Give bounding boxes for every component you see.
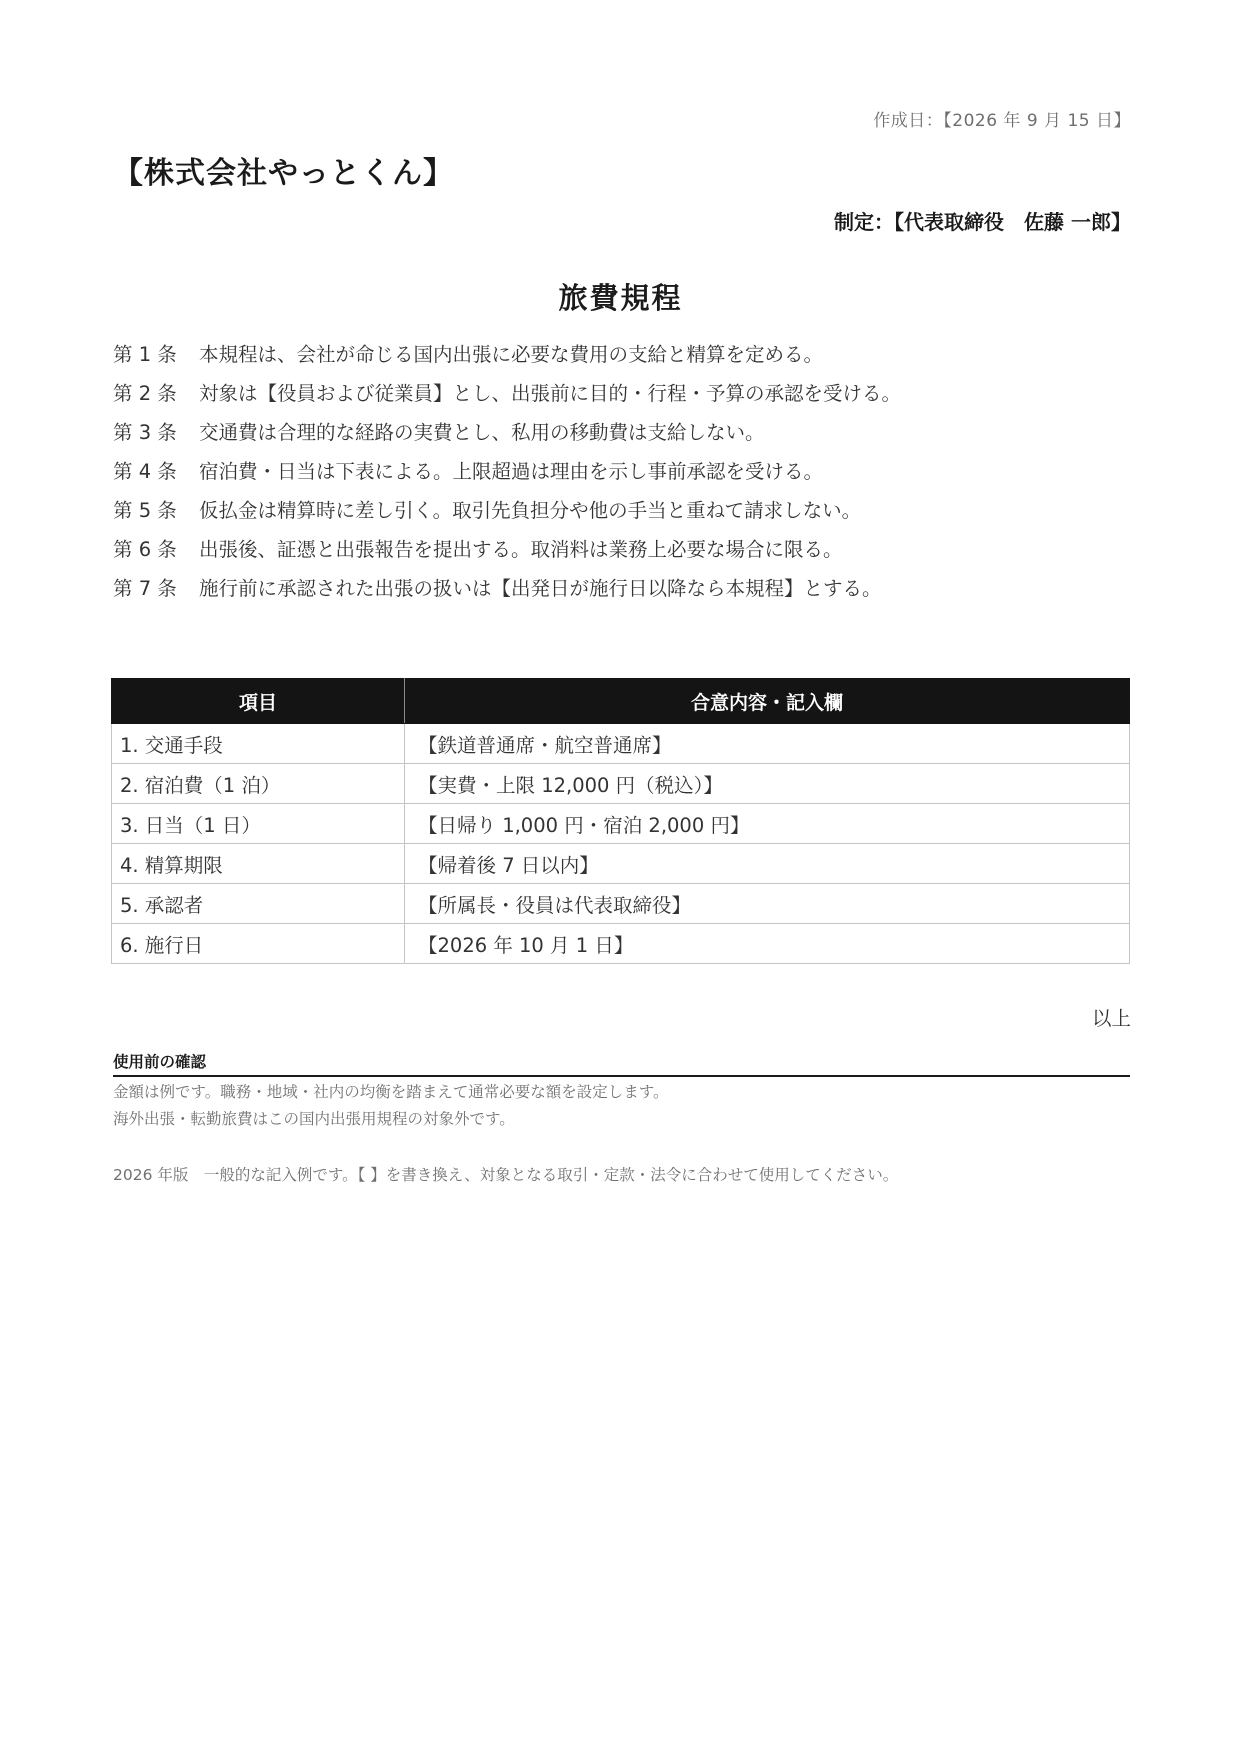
- table-row: [112, 804, 1130, 844]
- article-item: [113, 491, 901, 530]
- row-label: 1. 交通手段: [112, 724, 405, 764]
- article-item: [113, 530, 901, 569]
- article-text: 本規程は、会社が命じる国内出張に必要な費用の支給と精算を定める。: [199, 343, 824, 366]
- article-number: 第 1 条: [113, 343, 177, 366]
- footer-note: 2026 年版 一般的な記入例です。【 】を書き換え、対象となる取引・定款・法令に合わせて使用してください。: [113, 1166, 899, 1184]
- row-value-field[interactable]: 【帰着後 7 日以内】: [405, 844, 1130, 884]
- column-header-content: 合意内容・記入欄: [405, 679, 1130, 724]
- document-title: 旅費規程: [558, 281, 683, 315]
- terms-table: [111, 678, 1130, 964]
- note-line: 金額は例です。職務・地域・社内の均衡を踏まえて通常必要な額を設定します。: [113, 1083, 669, 1101]
- article-list: [113, 335, 901, 608]
- article-number: 第 7 条: [113, 577, 177, 600]
- table-row: [112, 924, 1130, 964]
- row-label: 5. 承認者: [112, 884, 405, 924]
- article-number: 第 3 条: [113, 421, 177, 444]
- article-text: 出張後、証憑と出張報告を提出する。取消料は業務上必要な場合に限る。: [199, 538, 843, 561]
- row-value-field[interactable]: 【鉄道普通席・航空普通席】: [405, 724, 1130, 764]
- article-text: 交通費は合理的な経路の実費とし、私用の移動費は支給しない。: [199, 421, 765, 444]
- article-number: 第 6 条: [113, 538, 177, 561]
- table-row: [112, 724, 1130, 764]
- article-item: [113, 374, 901, 413]
- article-item: [113, 413, 901, 452]
- row-value-field[interactable]: 【日帰り 1,000 円・宿泊 2,000 円】: [405, 804, 1130, 844]
- creation-date: 作成日：【2026 年 9 月 15 日】: [873, 111, 1131, 131]
- column-header-item: 項目: [112, 679, 405, 724]
- row-value-field[interactable]: 【実費・上限 12,000 円（税込）】: [405, 764, 1130, 804]
- closing-mark: 以上: [1091, 1007, 1131, 1030]
- row-label: 6. 施行日: [112, 924, 405, 964]
- table-row: [112, 764, 1130, 804]
- note-line: 海外出張・転勤旅費はこの国内出張用規程の対象外です。: [113, 1110, 515, 1128]
- table-header-row: [112, 679, 1130, 724]
- article-text: 施行前に承認された出張の扱いは【出発日が施行日以降なら本規程】とする。: [199, 577, 882, 600]
- article-text: 対象は【役員および従業員】とし、出張前に目的・行程・予算の承認を受ける。: [199, 382, 902, 405]
- article-text: 宿泊費・日当は下表による。上限超過は理由を示し事前承認を受ける。: [199, 460, 824, 483]
- article-item: [113, 569, 901, 608]
- row-value-field[interactable]: 【2026 年 10 月 1 日】: [405, 924, 1130, 964]
- enacted-by: 制定：【代表取締役 佐藤 一郎】: [834, 210, 1131, 234]
- notes-heading: 使用前の確認: [113, 1050, 1130, 1077]
- table-row: [112, 844, 1130, 884]
- article-item: [113, 335, 901, 374]
- table-row: [112, 884, 1130, 924]
- row-label: 4. 精算期限: [112, 844, 405, 884]
- article-item: [113, 452, 901, 491]
- row-label: 2. 宿泊費（1 泊）: [112, 764, 405, 804]
- article-number: 第 5 条: [113, 499, 177, 522]
- row-label: 3. 日当（1 日）: [112, 804, 405, 844]
- company-name: 【株式会社やっとくん】: [113, 156, 454, 191]
- row-value-field[interactable]: 【所属長・役員は代表取締役】: [405, 884, 1130, 924]
- article-number: 第 2 条: [113, 382, 177, 405]
- article-number: 第 4 条: [113, 460, 177, 483]
- article-text: 仮払金は精算時に差し引く。取引先負担分や他の手当と重ねて請求しない。: [199, 499, 862, 522]
